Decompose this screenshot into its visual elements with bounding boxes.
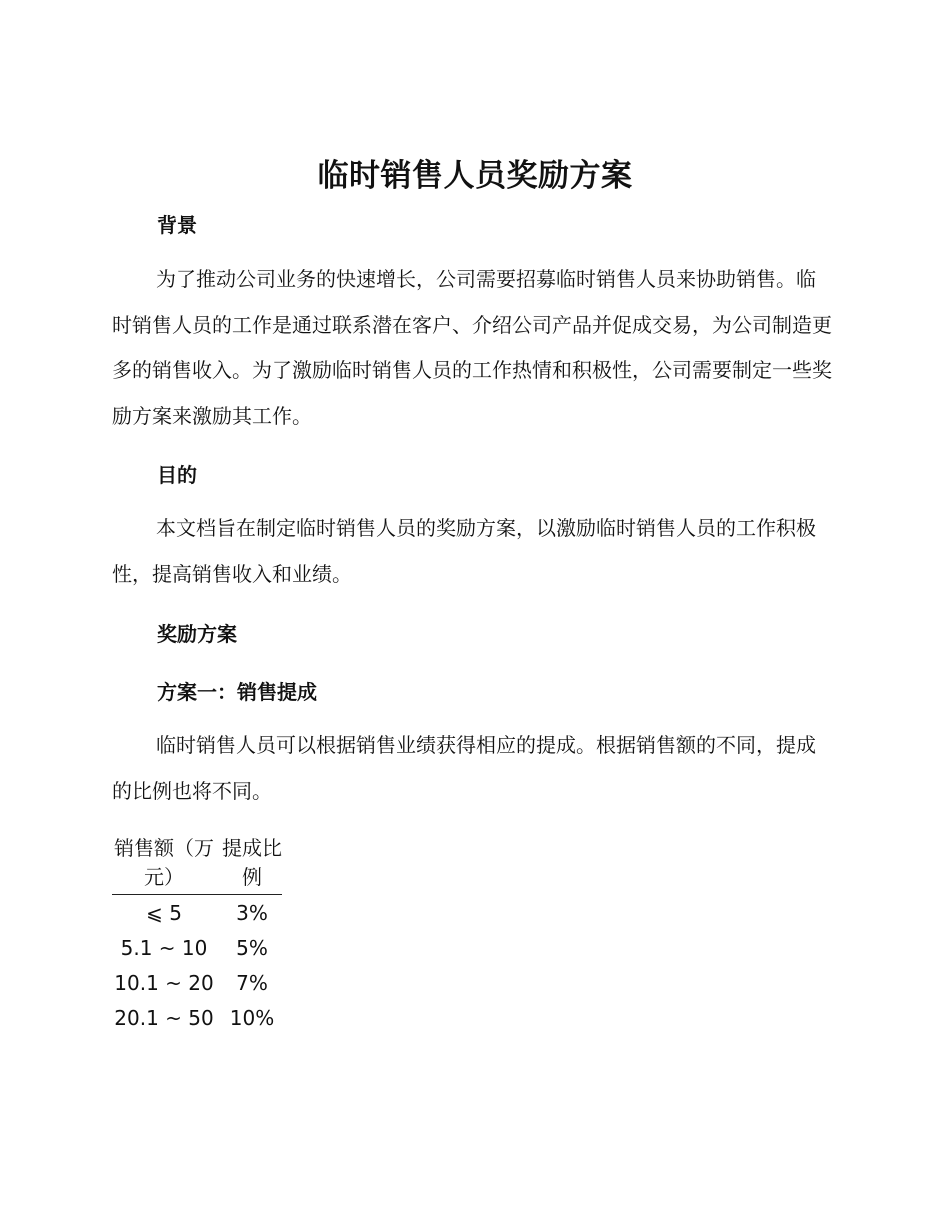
cell-sales-amount: 20.1 ~ 50 <box>114 1006 214 1030</box>
table-row <box>112 965 282 1000</box>
cell-sales-amount: 5.1 ~ 10 <box>120 936 208 960</box>
heading-purpose: 目的 <box>157 463 197 487</box>
heading-background: 背景 <box>157 213 197 237</box>
heading-plan-one: 方案一：销售提成 <box>157 680 317 704</box>
header-sales-amount: 销售额（万元） <box>112 834 222 895</box>
table-row <box>112 1000 282 1035</box>
table-row <box>112 930 282 965</box>
heading-reward-plan: 奖励方案 <box>157 622 237 646</box>
document-title: 临时销售人员奖励方案 <box>317 158 633 194</box>
cell-sales-amount: 10.1 ~ 20 <box>114 971 214 995</box>
paragraph-background: 为了推动公司业务的快速增长，公司需要招募临时销售人员来协助销售。临时销售人员的工作是通过联系潜在客户、介绍公司产品并促成交易，为公司制造更多的销售收入。为了激励临时销售人员的工作热情和积极性，公司需要制定一些奖励方案来激励其工作。 <box>112 267 832 428</box>
cell-sales-amount: ⩽ 5 <box>146 901 182 925</box>
header-commission-rate: 提成比例 <box>222 834 282 895</box>
paragraph-purpose: 本文档旨在制定临时销售人员的奖励方案，以激励临时销售人员的工作积极性，提高销售收入和业绩。 <box>112 516 816 586</box>
commission-table <box>112 834 282 1035</box>
cell-commission-rate: 3% <box>236 901 268 925</box>
table-header-row <box>112 834 282 895</box>
table-row <box>112 895 282 931</box>
paragraph-plan-one: 临时销售人员可以根据销售业绩获得相应的提成。根据销售额的不同，提成的比例也将不同。 <box>112 733 816 803</box>
cell-commission-rate: 7% <box>236 971 268 995</box>
cell-commission-rate: 10% <box>229 1006 275 1030</box>
cell-commission-rate: 5% <box>236 936 268 960</box>
